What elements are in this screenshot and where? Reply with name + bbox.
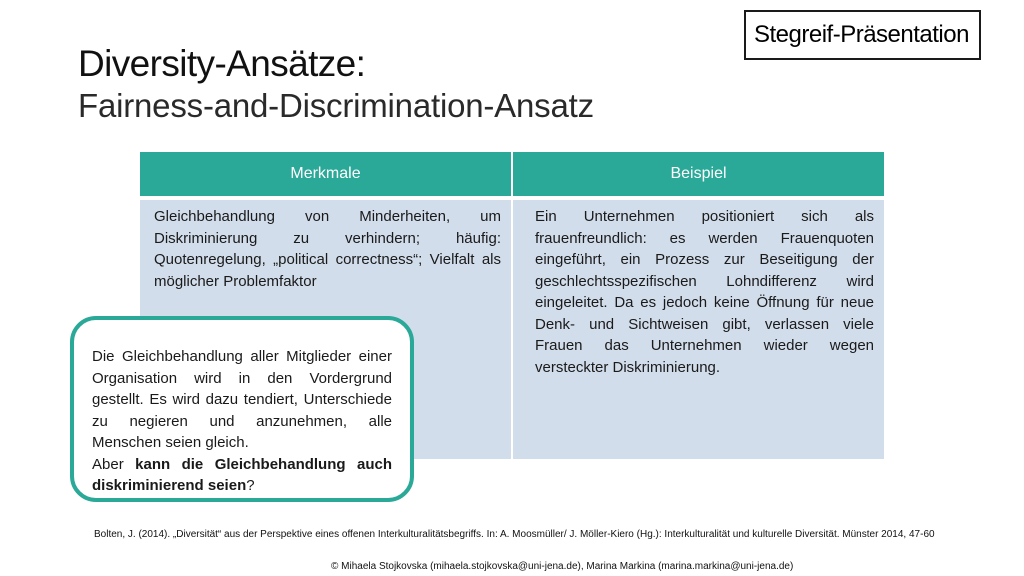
- callout-box: [70, 316, 414, 502]
- callout-question: [92, 454, 392, 497]
- header-beispiel: Beispiel: [512, 152, 884, 198]
- callout-question-prefix: Aber: [92, 455, 136, 473]
- copyright-footer: © Mihaela Stojkovska (mihaela.stojkovska@uni-jena.de), Marina Markina (marina.markina@uni-jena.de): [331, 561, 794, 572]
- slide-title: [78, 42, 594, 126]
- callout-question-bold-2: diskriminierend seien: [92, 477, 247, 494]
- callout-question-suffix: ?: [246, 477, 255, 494]
- cell-beispiel: Ein Unternehmen positioniert sich als frauenfreundlich: es werden Frauenquoten eingeführt, ein Prozess zur Beseitigung der geschlechtsspezifischen Lohndifferenz wird eingeleitet. Da es jedoch keine Öffnung für neue Denk- und Sichtweisen gibt, verlassen viele Frauen das Unternehmen wieder wegen versteckter Diskriminierung.: [512, 198, 884, 459]
- presentation-type-badge: Stegreif-Präsentation: [744, 10, 981, 60]
- callout-question-bold-1: kann die Gleichbehandlung auch: [135, 455, 392, 473]
- callout-text: Die Gleichbehandlung aller Mitglieder einer Organisation wird in den Vordergrund gestellt. Es wird dazu tendiert, Unterschiede zu negieren und anzunehmen, alle Menschen seien gleich.: [92, 348, 392, 451]
- citation: Bolten, J. (2014). „Diversität“ aus der Perspektive eines offenen Interkulturalitätsbegriffs. In: A. Moosmüller/ J. Möller-Kiero (Hg.): Interkulturalität und kulturelle Diversität. Münster 2014, 47-60: [94, 529, 935, 540]
- title-main: Diversity-Ansätze:: [78, 43, 366, 84]
- title-subtitle: Fairness-and-Discrimination-Ansatz: [78, 87, 594, 124]
- table-header-row: [140, 152, 884, 198]
- cell-merkmale: Gleichbehandlung von Minderheiten, um Diskriminierung zu verhindern; häufig: Quotenregelung, „political correctness“; Vielfalt als möglicher Problemfaktor: [140, 198, 512, 459]
- header-merkmale: Merkmale: [140, 152, 512, 198]
